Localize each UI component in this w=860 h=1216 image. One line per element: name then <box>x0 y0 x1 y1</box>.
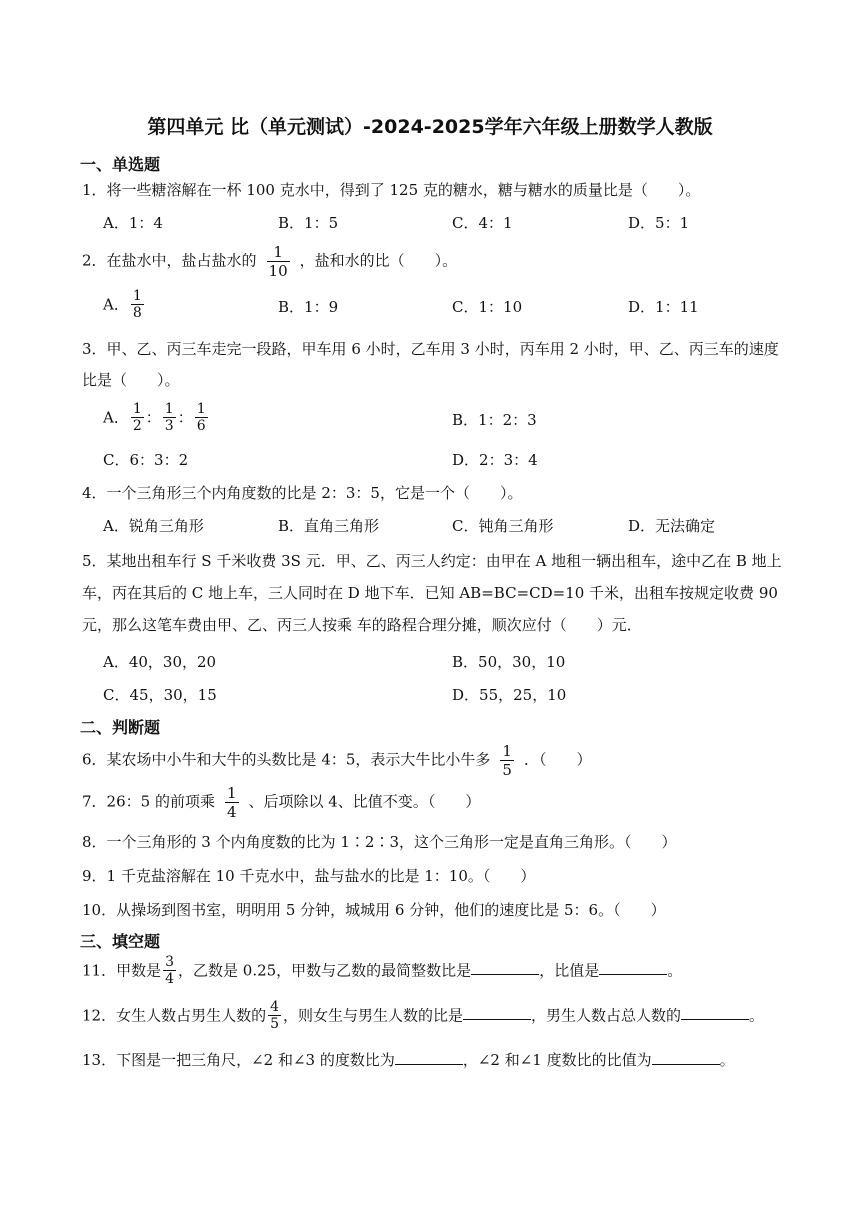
answer-blank[interactable] <box>681 1003 749 1020</box>
question-3-line-2: 比是（ ）。 <box>82 371 180 389</box>
fraction <box>268 1000 281 1033</box>
q13-end: 。 <box>719 1051 735 1069</box>
question-8-text: 8．一个三角形的 3 个内角度数的比为 1∶2∶3，这个三角形一定是直角三角形。（ ） <box>82 833 677 851</box>
q7-post: 、后项除以 4、比值不变。（ ） <box>248 792 481 811</box>
numerator: 1 <box>196 401 206 417</box>
ratio-separator: ： <box>145 408 161 427</box>
question-5-line-3: 元，那么这笔车费由甲、乙、丙三人按乘 车的路程合理分摊，顺次应付（ ）元． <box>82 616 642 634</box>
q1-option-c: C．4：1 <box>452 214 513 232</box>
denominator: 2 <box>132 418 142 435</box>
section-heading-fill-in: 三、填空题 <box>80 932 161 951</box>
numerator: 1 <box>226 784 237 802</box>
q3-option-c: C．6：3：2 <box>103 451 189 469</box>
q11-mid2: ，比值是 <box>539 961 600 980</box>
denominator: 4 <box>226 802 237 821</box>
q3-option-d: D．2：3：4 <box>452 451 538 469</box>
question-11-text <box>82 955 682 988</box>
question-2-text <box>82 244 457 279</box>
q11-mid: ，乙数是 0.25，甲数与乙数的最简整数比是 <box>178 961 472 980</box>
answer-blank[interactable] <box>599 958 667 975</box>
question-5-line-2: 车，丙在其后的 C 地上车，三人同时在 D 地下车．已知 AB=BC=CD=10 千米，出租车按规定收费 90 <box>82 584 778 602</box>
denominator: 10 <box>268 261 288 280</box>
q13-mid: ，∠2 和∠1 度数比的比值为 <box>462 1051 652 1069</box>
fraction <box>131 402 144 435</box>
numerator: 1 <box>273 243 283 261</box>
q5-option-b: B．50，30，10 <box>452 653 566 671</box>
q2-pre: 2．在盐水中，盐占盐水的 <box>82 251 257 270</box>
fraction <box>163 402 176 435</box>
q4-option-c: C．钝角三角形 <box>452 517 554 535</box>
q6-pre: 6．某农场中小牛和大牛的头数比是 4：5，表示大牛比小牛多 <box>82 750 491 769</box>
q4-option-d: D．无法确定 <box>628 517 716 535</box>
denominator: 3 <box>164 418 174 435</box>
question-4-text: 4．一个三角形三个内角度数的比是 2：3：5，它是一个（ ）。 <box>82 484 523 502</box>
q4-option-a: A．锐角三角形 <box>103 517 204 535</box>
answer-blank[interactable] <box>463 1003 531 1020</box>
answer-blank[interactable] <box>471 958 539 975</box>
fraction <box>225 785 239 820</box>
numerator: 1 <box>164 401 174 417</box>
numerator: 1 <box>132 288 142 304</box>
page-title: 第四单元 比（单元测试）-2024-2025学年六年级上册数学人教版 <box>147 116 713 138</box>
section-heading-single-choice: 一、单选题 <box>80 155 161 174</box>
q11-pre: 11．甲数是 <box>82 961 162 980</box>
question-5-line-1: 5．某地出租车行 S 千米收费 3S 元．甲、乙、丙三人约定：由甲在 A 地租一辆出租车，途中乙在 B 地上 <box>82 552 782 570</box>
question-12-text <box>82 1000 764 1033</box>
fraction <box>163 955 176 988</box>
question-3-line-1: 3．甲、乙、丙三车走完一段路，甲车用 6 小时，乙车用 3 小时，丙车用 2 小时，甲、乙、丙三车的速度 <box>82 340 779 358</box>
question-9-text: 9．1 千克盐溶解在 10 千克水中，盐与盐水的比是 1：10。（ ） <box>82 867 536 885</box>
q2-option-c: C．1：10 <box>452 298 523 316</box>
question-13-text <box>82 1048 735 1070</box>
question-1-text: 1．将一些糖溶解在一杯 100 克水中，得到了 125 克的糖水，糖与糖水的质量比是（ ）。 <box>82 181 701 199</box>
q1-option-b: B．1：5 <box>278 214 339 232</box>
answer-blank[interactable] <box>652 1048 720 1065</box>
denominator: 5 <box>270 1016 280 1033</box>
q12-pre: 12．女生人数占男生人数的 <box>82 1006 267 1025</box>
denominator: 6 <box>196 418 206 435</box>
numerator: 3 <box>165 954 175 970</box>
q12-mid: ，则女生与男生人数的比是 <box>283 1006 464 1025</box>
q5-option-c: C．45，30，15 <box>103 686 217 704</box>
question-6-text <box>82 743 591 778</box>
numerator: 1 <box>502 742 512 760</box>
q12-end: 。 <box>749 1006 765 1025</box>
q2-option-a <box>103 289 146 322</box>
fraction <box>131 289 144 322</box>
q13-pre: 13．下图是一把三角尺，∠2 和∠3 的度数比为 <box>82 1051 395 1069</box>
q3-option-b: B．1：2：3 <box>452 411 537 429</box>
numerator: 4 <box>270 999 280 1015</box>
q6-post: ．（ ） <box>523 750 592 769</box>
q3-option-a <box>103 402 210 435</box>
numerator: 1 <box>132 401 142 417</box>
denominator: 4 <box>165 971 175 988</box>
section-heading-true-false: 二、判断题 <box>80 718 161 737</box>
option-prefix: A． <box>103 408 129 427</box>
q1-option-a: A．1：4 <box>103 214 163 232</box>
q11-end: 。 <box>667 961 683 980</box>
q2-option-b: B．1：9 <box>278 298 339 316</box>
denominator: 8 <box>132 305 142 322</box>
q7-pre: 7．26：5 的前项乘 <box>82 792 215 811</box>
q2-option-d: D．1：11 <box>628 298 699 316</box>
ratio-separator: ： <box>177 408 193 427</box>
q5-option-d: D．55，25，10 <box>452 686 567 704</box>
denominator: 5 <box>502 760 512 779</box>
q2-post: ，盐和水的比（ ）。 <box>299 251 458 270</box>
question-7-text <box>82 785 480 820</box>
answer-blank[interactable] <box>395 1048 463 1065</box>
question-10-text: 10．从操场到图书室，明明用 5 分钟，城城用 6 分钟，他们的速度比是 5：6。（ ） <box>82 901 666 919</box>
fraction <box>267 244 290 279</box>
fraction <box>195 402 208 435</box>
q12-mid2: ，男生人数占总人数的 <box>531 1006 682 1025</box>
q5-option-a: A．40，30，20 <box>103 653 217 671</box>
q1-option-d: D．5：1 <box>628 214 690 232</box>
fraction <box>500 743 514 778</box>
option-prefix: A． <box>103 295 129 314</box>
q4-option-b: B．直角三角形 <box>278 517 380 535</box>
